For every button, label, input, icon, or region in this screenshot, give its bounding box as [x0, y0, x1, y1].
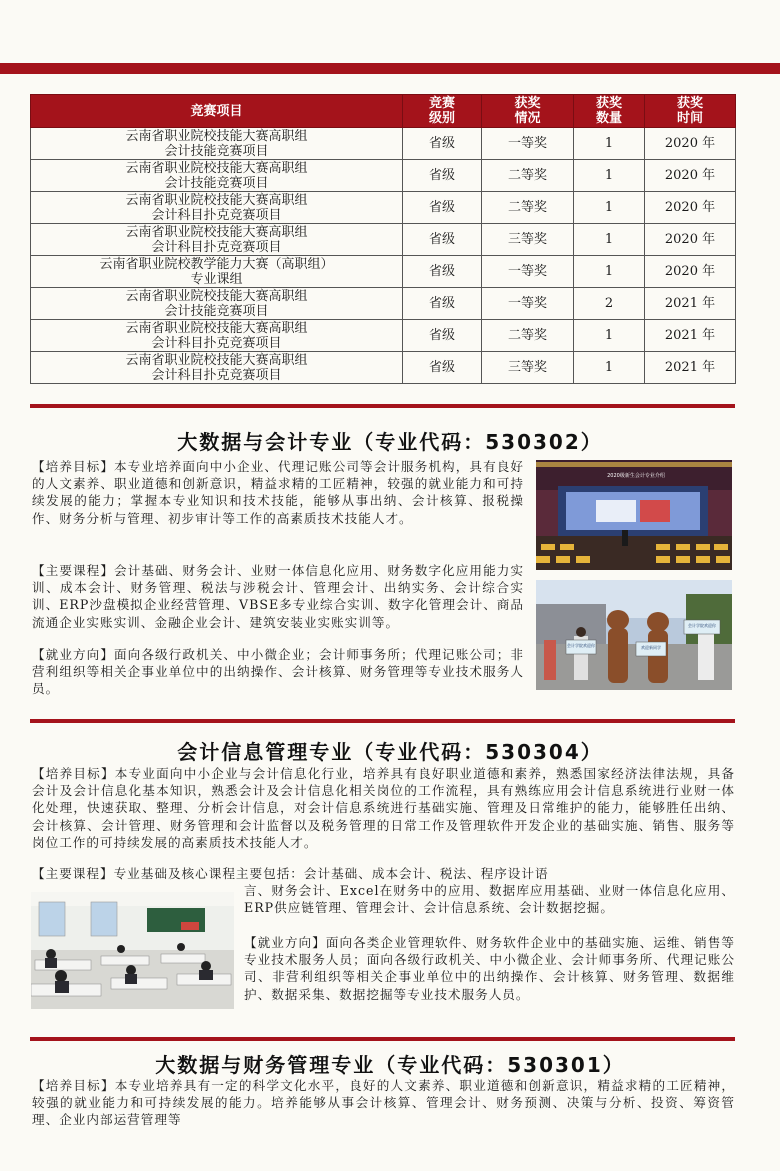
table-row: [31, 192, 736, 224]
section-title-big-data-accounting: 大数据与会计专业（专业代码：530302）: [177, 430, 603, 454]
cell-level: 省级: [403, 224, 482, 256]
section-divider: [30, 1037, 735, 1041]
cell-year: 2020 年: [645, 224, 736, 256]
auditorium-photo: [536, 460, 732, 570]
cell-year: 2021 年: [645, 320, 736, 352]
cell-result: 二等奖: [482, 160, 574, 192]
sec2-goal-paragraph: 【培养目标】本专业面向中小企业与会计信息化行业，培养具有良好职业道德和素养，熟悉国家经济法律法规，具备会计及会计信息化基本知识，熟悉会计及会计信息化相关岗位的工作流程，具有熟练应用会计信息系统进行业财一体化处理，快速获取、整理、分析会计信息，对会计信息系统进行基础实施、管理及日常维护的能力，能够胜任出纳、会计核算、会计管理、财务管理和会计监督以及税务管理的日常工作及管理软件开发企业的基础实施、销售、服务等岗位工作的可持续发展的高素质技术技能人才。: [32, 766, 735, 850]
cell-year: 2021 年: [645, 288, 736, 320]
auditorium-banner-text: 2020级新生会计专业介绍: [607, 473, 665, 479]
cell-project: 云南省职业院校技能大赛高职组 会计技能竞赛项目: [31, 128, 403, 160]
cell-project: 云南省职业院校技能大赛高职组 会计科目扑克竞赛项目: [31, 352, 403, 384]
cell-project: 云南省职业院校技能大赛高职组 会计技能竞赛项目: [31, 288, 403, 320]
cell-project: 云南省职业院校技能大赛高职组 会计技能竞赛项目: [31, 160, 403, 192]
table-row: [31, 320, 736, 352]
cell-count: 2: [574, 288, 645, 320]
table-row: [31, 352, 736, 384]
cell-count: 1: [574, 352, 645, 384]
cell-result: 一等奖: [482, 288, 574, 320]
sec2-courses-line1: 【主要课程】专业基础及核心课程主要包括：会计基础、成本会计、税法、程序设计语: [32, 866, 549, 881]
header-project: 竞赛项目: [31, 95, 403, 128]
table-row: [31, 128, 736, 160]
cell-level: 省级: [403, 320, 482, 352]
awards-table: [30, 94, 736, 384]
section-title-accounting-info-mgmt: 会计信息管理专业（专业代码：530304）: [177, 740, 603, 764]
cell-result: 二等奖: [482, 320, 574, 352]
classroom-photo: [31, 892, 234, 1009]
cell-project: 云南省职业院校技能大赛高职组 会计科目扑克竞赛项目: [31, 320, 403, 352]
sec2-courses-rest: 言、财务会计、Excel在财务中的应用、数据库应用基础、业财一体信息化应用、ERP供应链管理、管理会计、会计信息系统、会计数据挖掘。: [244, 883, 735, 916]
cell-count: 1: [574, 160, 645, 192]
header-level: 竞赛 级别: [403, 95, 482, 128]
cell-project: 云南省职业院校技能大赛高职组 会计科目扑克竞赛项目: [31, 224, 403, 256]
sec2-jobs-paragraph: 【就业方向】面向各类企业管理软件、财务软件企业中的基础实施、运维、销售等专业技术服务人员；面向各级行政机关、中小微企业、会计师事务所、代理记账公司、非营利组织等相关企事业单位中的出纳操作、会计核算、财务管理、数据维护、数据采集、数据挖掘等专业技术服务人员。: [244, 935, 735, 1002]
section-divider: [30, 719, 735, 723]
cell-count: 1: [574, 128, 645, 160]
cell-result: 三等奖: [482, 352, 574, 384]
table-row: [31, 288, 736, 320]
sec1-jobs-paragraph: 【就业方向】面向各级行政机关、中小微企业；会计师事务所；代理记账公司；非营利组织等相关企事业单位中的出纳操作、会计核算、财务管理等专业技术服务人员。: [32, 647, 524, 697]
cell-level: 省级: [403, 192, 482, 224]
table-row: [31, 160, 736, 192]
cell-year: 2020 年: [645, 160, 736, 192]
header-result: 获奖 情况: [482, 95, 574, 128]
header-count: 获奖 数量: [574, 95, 645, 128]
sec1-courses-paragraph: 【主要课程】会计基础、财务会计、业财一体信息化应用、财务数字化应用能力实训、成本会计、财务管理、税法与涉税会计、管理会计、出纳实务、会计综合实训、ERP沙盘模拟企业经营管理、VBSE多专业综合实训、数字化管理会计、商品流通企业实账实训、金融企业会计、建筑安装业实账实训等。: [32, 563, 524, 630]
table-row: [31, 224, 736, 256]
welcome-sign-2: 欢迎新同学: [641, 645, 661, 650]
welcome-sign-1: 会计学院欢迎你: [567, 643, 595, 648]
cell-count: 1: [574, 256, 645, 288]
cell-result: 二等奖: [482, 192, 574, 224]
section-divider: [30, 404, 735, 408]
sec3-goal-paragraph: 【培养目标】本专业培养具有一定的科学文化水平，良好的人文素养、职业道德和创新意识，精益求精的工匠精神，较强的就业能力和可持续发展的能力。培养能够从事会计核算、管理会计、财务预测、决策与分析、投资、筹资管理、企业内部运营管理等: [32, 1078, 735, 1128]
cell-count: 1: [574, 192, 645, 224]
cell-level: 省级: [403, 256, 482, 288]
cell-result: 一等奖: [482, 128, 574, 160]
table-row: [31, 256, 736, 288]
cell-year: 2020 年: [645, 128, 736, 160]
cell-level: 省级: [403, 160, 482, 192]
cell-level: 省级: [403, 128, 482, 160]
cell-year: 2021 年: [645, 352, 736, 384]
cell-result: 一等奖: [482, 256, 574, 288]
table-header-row: [31, 95, 736, 128]
cell-project: 云南省职业院校教学能力大赛（高职组） 专业课组: [31, 256, 403, 288]
cell-count: 1: [574, 224, 645, 256]
cell-year: 2020 年: [645, 256, 736, 288]
cell-result: 三等奖: [482, 224, 574, 256]
top-accent-bar: [0, 63, 780, 74]
cell-level: 省级: [403, 352, 482, 384]
cell-count: 1: [574, 320, 645, 352]
welcome-sign-3: 会计学院欢迎你: [688, 623, 716, 628]
section-title-big-data-finance: 大数据与财务管理专业（专业代码：530301）: [155, 1053, 625, 1077]
mascot-welcome-photo: [536, 580, 732, 690]
cell-level: 省级: [403, 288, 482, 320]
sec1-goal-paragraph: 【培养目标】本专业培养面向中小企业、代理记账公司等会计服务机构，具有良好的人文素养、职业道德和创新意识，精益求精的工匠精神，较强的就业能力和可持续发展的能力；掌握本专业知识和技术技能，能够从事出纳、会计核算、报税操作、财务分析与管理、初步审计等工作的高素质技术技能人才。: [32, 459, 524, 526]
header-year: 获奖 时间: [645, 95, 736, 128]
cell-year: 2020 年: [645, 192, 736, 224]
cell-project: 云南省职业院校技能大赛高职组 会计科目扑克竞赛项目: [31, 192, 403, 224]
